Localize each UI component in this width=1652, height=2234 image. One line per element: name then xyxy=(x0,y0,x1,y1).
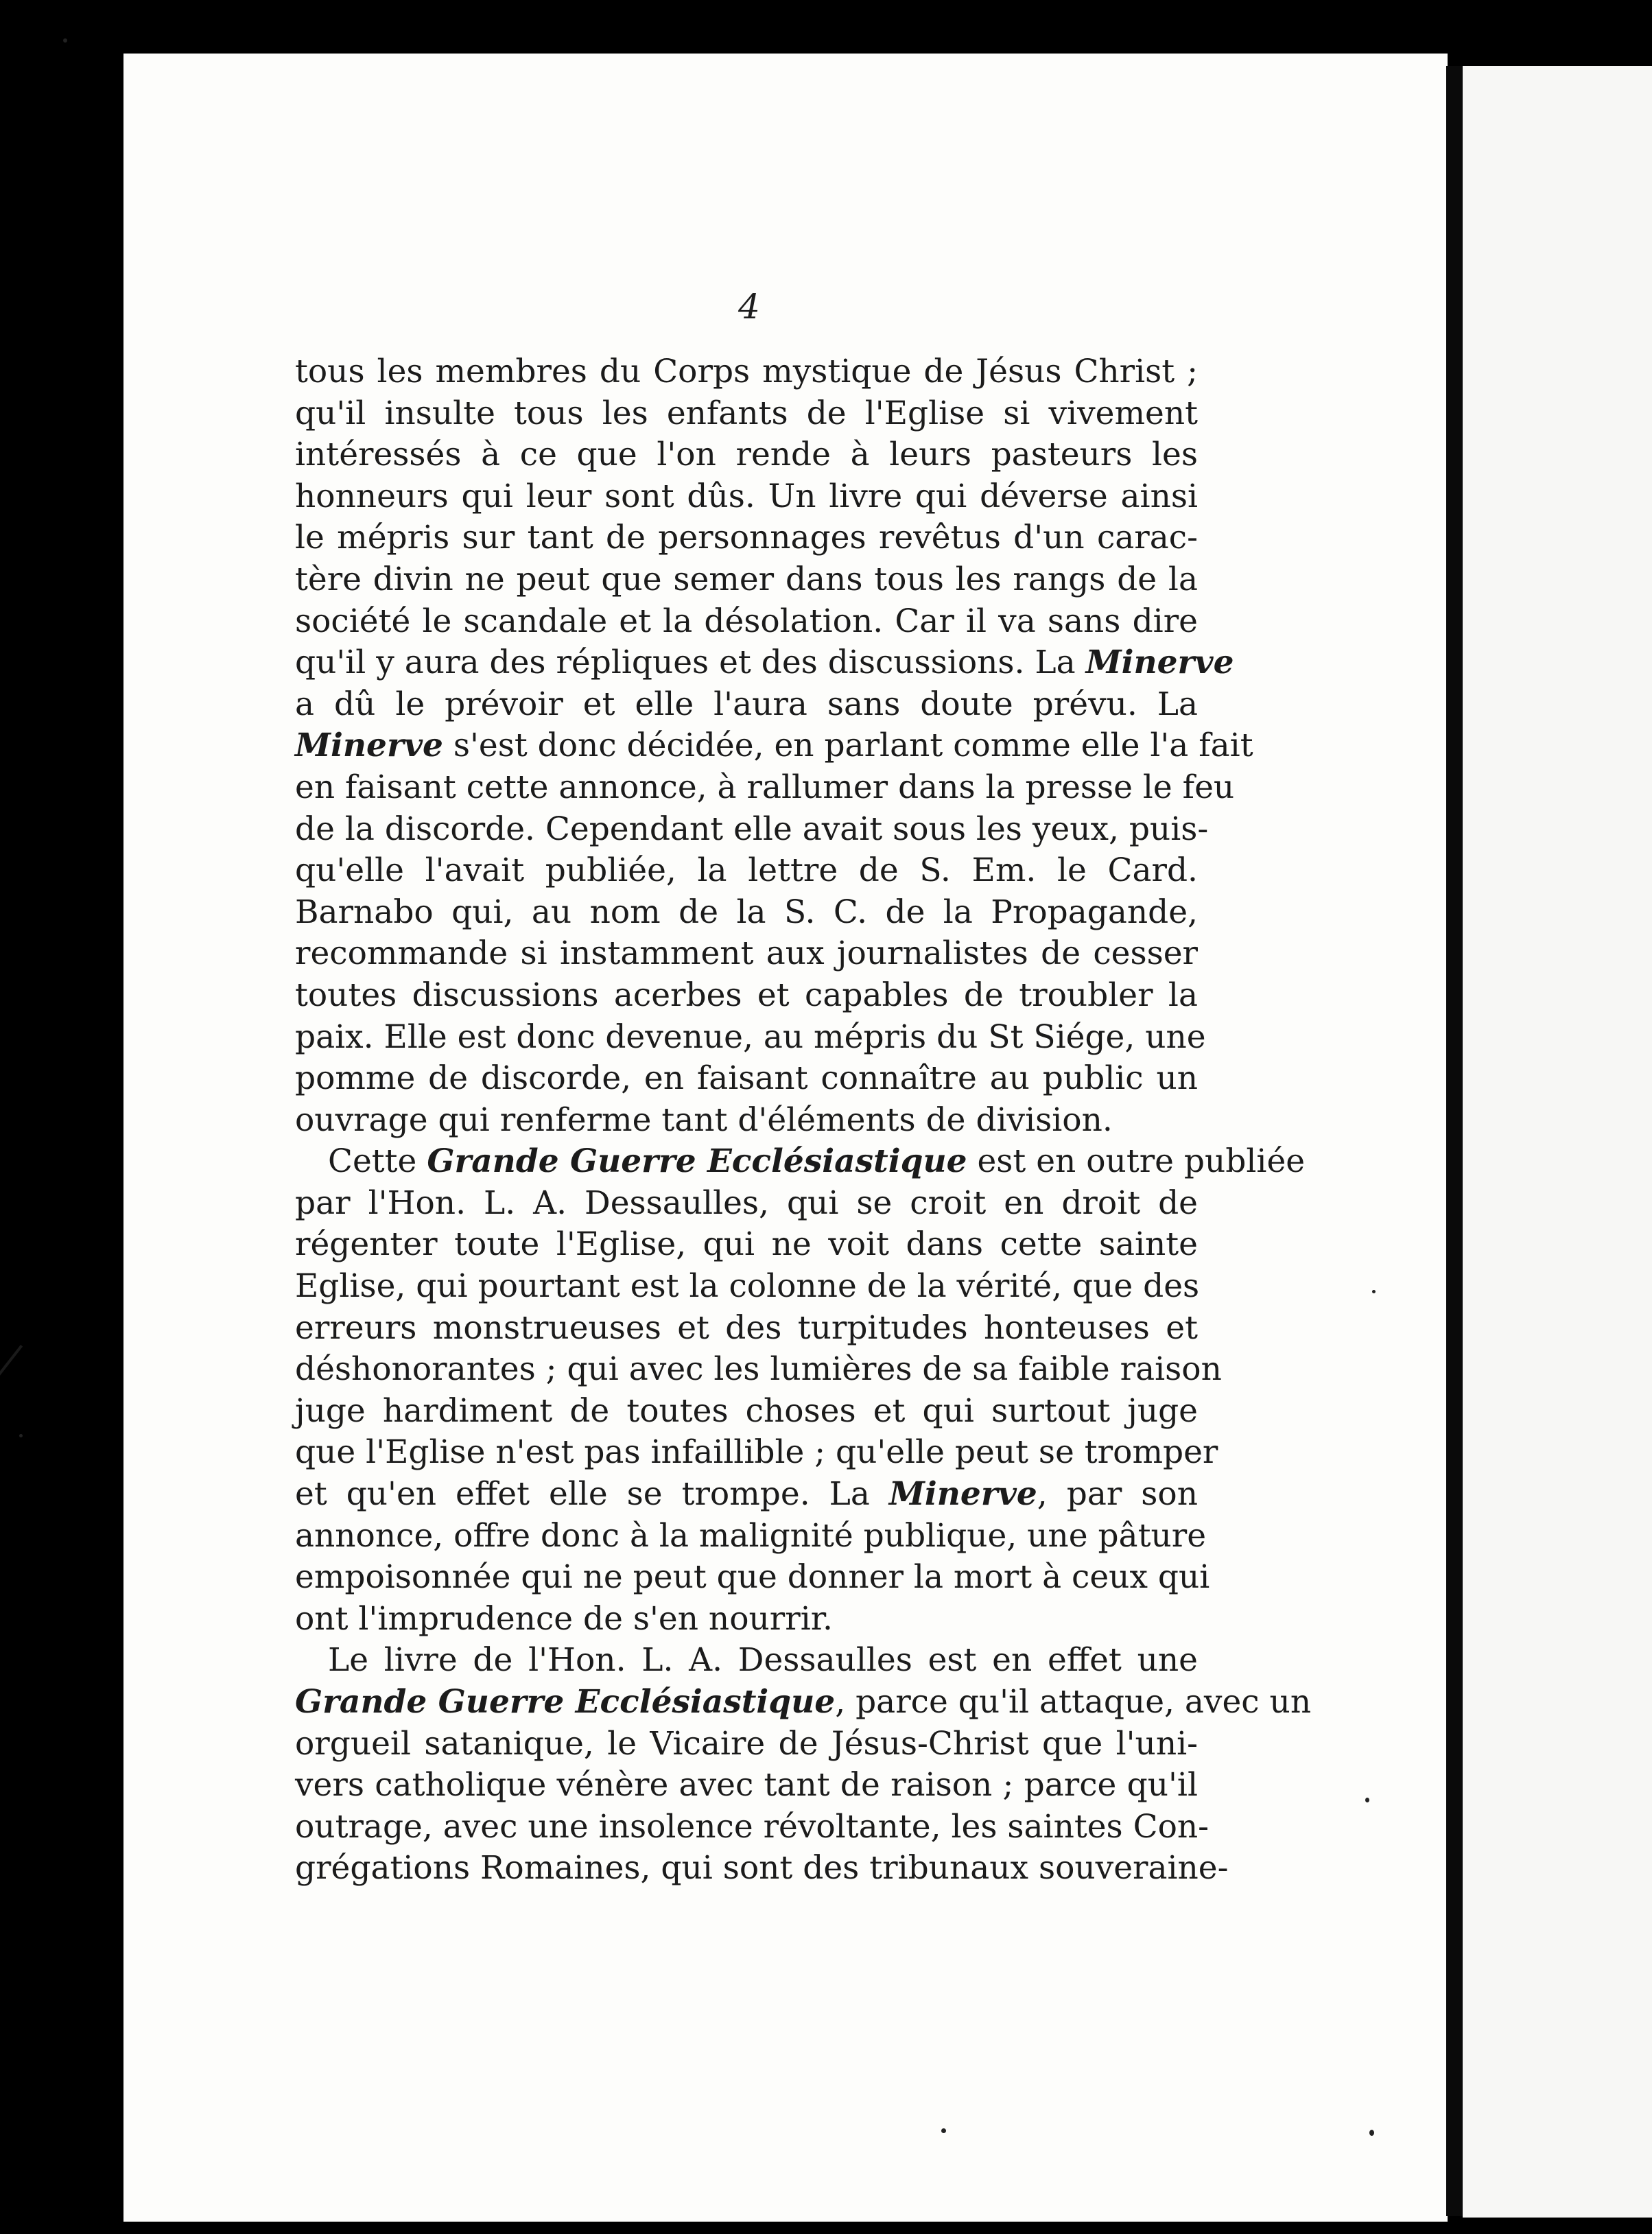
text-line xyxy=(295,1017,1206,1059)
text-line xyxy=(295,1682,1312,1724)
text-line xyxy=(295,434,1198,476)
ink-speck xyxy=(63,38,67,43)
text-run: société le scandale et la désolation. Car il va sans dire xyxy=(295,602,1198,640)
text-run: annonce, offre donc à la malignité publique, une pâture xyxy=(295,1516,1207,1555)
italic-title: Grande Guerre Ecclésiastique xyxy=(427,1142,967,1181)
text-run: paix. Elle est donc devenue, au mépris du St Siége, une xyxy=(295,1018,1206,1056)
text-line xyxy=(295,767,1235,809)
text-run: est en outre publiée xyxy=(967,1142,1306,1181)
text-line xyxy=(295,1391,1198,1433)
text-line xyxy=(295,1765,1198,1807)
text-run: , par son xyxy=(1037,1475,1198,1514)
text-line xyxy=(295,1183,1198,1225)
binding-spine xyxy=(1446,66,1463,2216)
text-line xyxy=(295,601,1198,643)
ink-speck xyxy=(19,1434,23,1437)
text-run: tous les membres du Corps mystique de Jésus Christ ; xyxy=(295,353,1198,390)
text-run: grégations Romaines, qui sont des tribunaux souveraine- xyxy=(295,1849,1229,1888)
text-run: vers catholique vénère avec tant de raison ; parce qu'il xyxy=(295,1766,1198,1804)
text-line xyxy=(295,725,1253,767)
text-line xyxy=(295,1599,1198,1641)
ink-speck xyxy=(1365,1798,1369,1802)
text-run: orgueil satanique, le Vicaire de Jésus-Christ que l'uni- xyxy=(295,1724,1198,1763)
text-line xyxy=(295,642,1234,684)
text-run: qu'il y aura des répliques et des discussions. La xyxy=(295,644,1086,682)
body-text xyxy=(295,351,1312,1890)
text-line xyxy=(295,1516,1207,1557)
text-line xyxy=(295,517,1198,559)
text-line xyxy=(295,850,1198,892)
text-run: erreurs monstrueuses et des turpitudes honteuses et xyxy=(295,1308,1198,1347)
text-line xyxy=(295,1640,1198,1682)
text-line xyxy=(295,1100,1198,1142)
text-run: Barnabo qui, au nom de la S. C. de la Propagande, xyxy=(295,893,1198,931)
ink-speck xyxy=(941,2128,946,2133)
text-run: déshonorantes ; qui avec les lumières de sa faible raison xyxy=(295,1350,1222,1389)
italic-title: Minerve xyxy=(1085,644,1234,682)
text-run: , parce qu'il attaque, avec un xyxy=(835,1683,1312,1721)
text-line xyxy=(295,559,1198,601)
text-run: Eglise, qui pourtant est la colonne de la vérité, que des xyxy=(295,1267,1200,1306)
text-line xyxy=(295,1141,1306,1183)
page-number: 4 xyxy=(738,287,760,327)
text-run: le mépris sur tant de personnages revêtus d'un carac- xyxy=(295,519,1198,557)
text-run: a dû le prévoir et elle l'aura sans doute prévu. La xyxy=(295,685,1198,723)
text-line xyxy=(295,1058,1198,1100)
text-line xyxy=(295,1557,1210,1599)
italic-title: Grande Guerre Ecclésiastique xyxy=(295,1683,836,1721)
text-run: que l'Eglise n'est pas infaillible ; qu'elle peut se tromper xyxy=(295,1433,1218,1472)
text-line xyxy=(295,1848,1229,1890)
text-run: Cette xyxy=(328,1142,427,1181)
text-line xyxy=(295,933,1198,975)
text-run: ont l'imprudence de s'en nourrir. xyxy=(295,1599,833,1638)
text-run: honneurs qui leur sont dûs. Un livre qui déverse ainsi xyxy=(295,477,1198,515)
text-line xyxy=(295,476,1198,518)
text-run: outrage, avec une insolence révoltante, les saintes Con- xyxy=(295,1807,1210,1846)
text-line xyxy=(295,1432,1218,1474)
ink-speck xyxy=(1372,1290,1376,1293)
text-line xyxy=(295,1224,1198,1266)
text-run: Le livre de l'Hon. L. A. Dessaulles est en effet une xyxy=(328,1641,1198,1680)
text-run: juge hardiment de toutes choses et qui surtout juge xyxy=(295,1391,1198,1430)
text-run: ouvrage qui renferme tant d'éléments de division. xyxy=(295,1101,1113,1139)
text-run: en faisant cette annonce, à rallumer dans la presse le feu xyxy=(295,768,1235,806)
italic-title: Minerve xyxy=(888,1475,1037,1514)
text-run: de la discorde. Cependant elle avait sous les yeux, puis- xyxy=(295,810,1209,848)
text-line xyxy=(295,684,1198,726)
text-line xyxy=(295,1349,1222,1391)
text-run: s'est donc décidée, en parlant comme elle l'a fait xyxy=(442,727,1253,765)
text-run: et qu'en effet elle se trompe. La xyxy=(295,1475,889,1514)
text-line xyxy=(295,1308,1198,1350)
text-run: tère divin ne peut que semer dans tous les rangs de la xyxy=(295,560,1198,598)
text-run: intéressés à ce que l'on rende à leurs pasteurs les xyxy=(295,436,1198,474)
text-run: qu'elle l'avait publiée, la lettre de S. Em. le Card. xyxy=(295,851,1198,890)
text-run: régenter toute l'Eglise, qui ne voit dans cette sainte xyxy=(295,1225,1198,1264)
text-line xyxy=(295,975,1198,1017)
text-line xyxy=(295,1266,1198,1308)
text-line xyxy=(295,351,1198,393)
facing-page-edge xyxy=(1463,66,1652,2218)
text-run: pomme de discorde, en faisant connaître au public un xyxy=(295,1059,1198,1098)
text-run: empoisonnée qui ne peut que donner la mort à ceux qui xyxy=(295,1558,1210,1597)
text-run: qu'il insulte tous les enfants de l'Eglise si vivement xyxy=(295,394,1198,432)
ink-speck xyxy=(1369,2130,1374,2136)
text-line xyxy=(295,892,1198,934)
italic-title: Minerve xyxy=(295,727,443,765)
text-line xyxy=(295,1807,1210,1848)
text-line xyxy=(295,1724,1198,1765)
text-line xyxy=(295,1474,1198,1516)
text-run: recommande si instamment aux journalistes de cesser xyxy=(295,934,1198,973)
text-run: toutes discussions acerbes et capables de troubler la xyxy=(295,976,1198,1014)
margin-pen-stroke xyxy=(0,1345,23,1433)
text-run: par l'Hon. L. A. Dessaulles, qui se croit en droit de xyxy=(295,1184,1198,1222)
text-line xyxy=(295,393,1198,435)
text-line xyxy=(295,809,1209,851)
